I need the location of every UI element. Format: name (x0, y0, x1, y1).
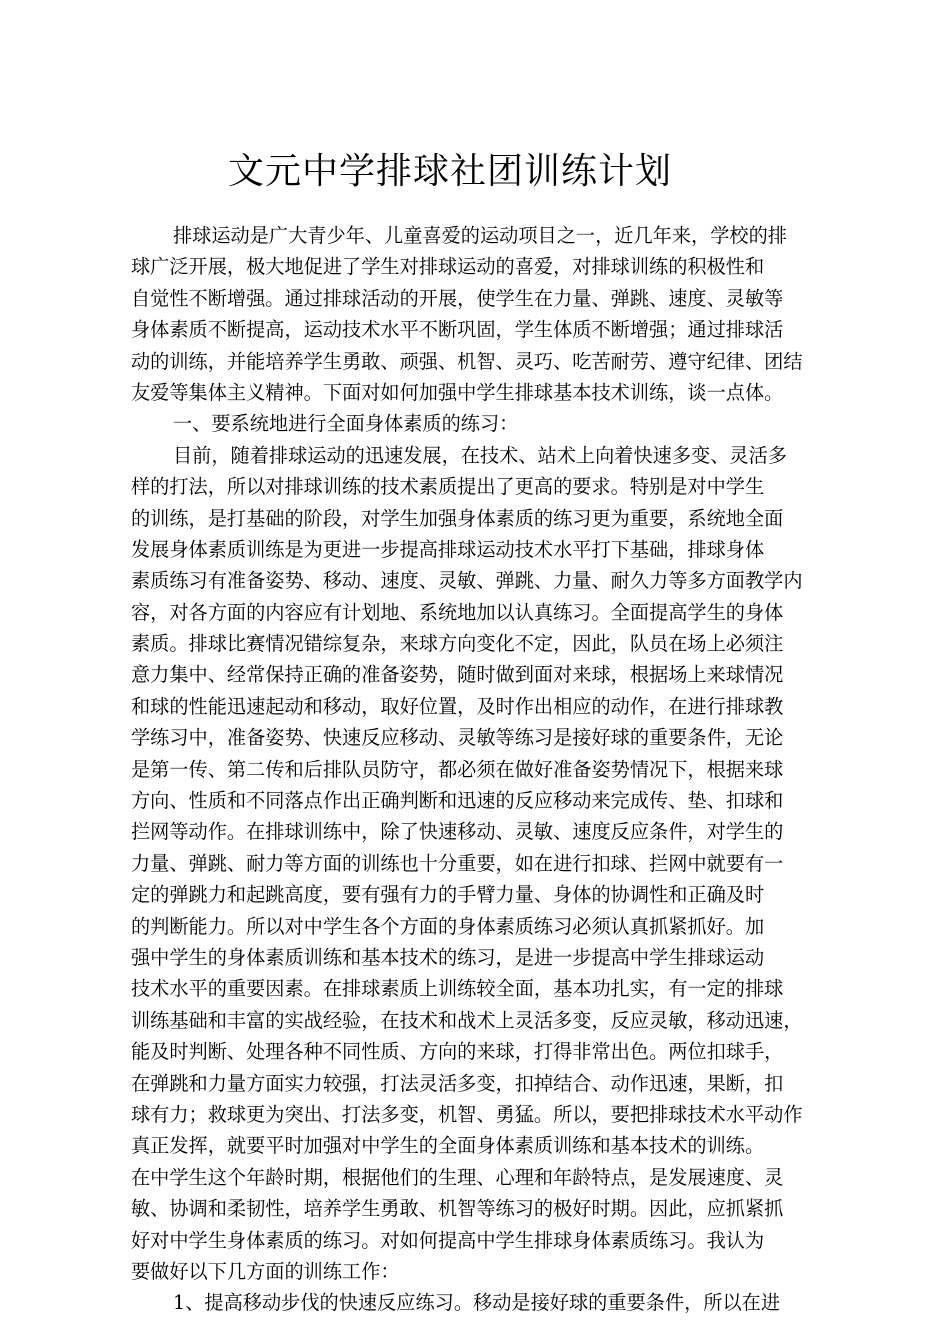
body-line: 的判断能力。所以对中学生各个方面的身体素质练习必须认真抓紧抓好。加 (131, 914, 765, 938)
paragraph-start-line: 一、要系统地进行全面身体素质的练习： (173, 412, 519, 436)
body-line: 是第一传、第二传和后排队员防守，都必须在做好准备姿势情况下，根据来球 (131, 757, 784, 781)
body-line: 拦网等动作。在排球训练中，除了快速移动、灵敏、速度反应条件，对学生的 (131, 820, 784, 844)
body-line: 强中学生的身体素质训练和基本技术的练习，是进一步提高中学生排球运动 (131, 945, 765, 969)
body-line: 自觉性不断增强。通过排球活动的开展，使学生在力量、弹跳、速度、灵敏等 (131, 286, 784, 310)
paragraph-start-line: 目前，随着排球运动的迅速发展，在技术、站术上向着快速多变、灵活多 (173, 443, 787, 467)
body-line: 学练习中，准备姿势、快速反应移动、灵敏等练习是接好球的重要条件，无论 (131, 726, 784, 750)
body-line: 球广泛开展，极大地促进了学生对排球运动的喜爱，对排球训练的积极性和 (131, 255, 765, 279)
document-title: 文元中学排球社团训练计划 (227, 151, 672, 193)
body-line: 和球的性能迅速起动和移动，取好位置，及时作出相应的动作，在进行排球教 (131, 694, 784, 718)
paragraph-start-line: 1、提高移动步伐的快速反应练习。移动是接好球的重要条件，所以在进 (173, 1291, 781, 1315)
body-line: 样的打法，所以对排球训练的技术素质提出了更高的要求。特别是对中学生 (131, 475, 765, 499)
paragraph-start-line: 排球运动是广大青少年、儿童喜爱的运动项目之一，近几年来，学校的排 (173, 224, 787, 247)
body-line: 真正发挥，就要平时加强对中学生的全面身体素质训练和基本技术的训练。 (131, 1134, 765, 1158)
body-line: 容，对各方面的内容应有计划地、系统地加以认真练习。全面提高学生的身体 (131, 600, 784, 624)
body-line: 要做好以下几方面的训练工作： (131, 1259, 400, 1283)
body-line: 方向、性质和不同落点作出正确判断和迅速的反应移动来完成传、垫、扣球和 (131, 789, 784, 813)
body-line: 动的训练，并能培养学生勇敢、顽强、机智、灵巧、吃苦耐劳、遵守纪律、团结 (131, 349, 803, 373)
body-line: 好对中学生身体素质的练习。对如何提高中学生排球身体素质练习。我认为 (131, 1228, 765, 1252)
body-line: 素质练习有准备姿势、移动、速度、灵敏、弹跳、力量、耐久力等多方面教学内 (131, 569, 803, 593)
body-line: 训练基础和丰富的实战经验，在技术和战术上灵活多变，反应灵敏，移动迅速， (131, 1008, 803, 1032)
body-line: 在中学生这个年龄时期，根据他们的生理、心理和年龄特点，是发展速度、灵 (131, 1165, 784, 1189)
body-line: 能及时判断、处理各种不同性质、方向的来球，打得非常出色。两位扣球手， (131, 1040, 784, 1064)
document-body (131, 220, 851, 1319)
body-line: 的训练，是打基础的阶段，对学生加强身体素质的练习更为重要，系统地全面 (131, 506, 784, 530)
body-line: 技术水平的重要因素。在排球素质上训练较全面，基本功扎实，有一定的排球 (131, 977, 784, 1001)
body-line: 意力集中、经常保持正确的准备姿势，随时做到面对来球，根据场上来球情况 (131, 663, 784, 687)
body-line: 身体素质不断提高，运动技术水平不断巩固，学生体质不断增强；通过排球活 (131, 318, 784, 342)
body-line: 定的弹跳力和起跳高度，要有强有力的手臂力量、身体的协调性和正确及时 (131, 883, 765, 907)
body-line: 力量、弹跳、耐力等方面的训练也十分重要，如在进行扣球、拦网中就要有一 (131, 851, 784, 875)
body-line: 敏、协调和柔韧性，培养学生勇敢、机智等练习的极好时期。因此，应抓紧抓 (131, 1197, 784, 1221)
body-line: 发展身体素质训练是为更进一步提高排球运动技术水平打下基础，排球身体 (131, 537, 765, 561)
body-line: 友爱等集体主义精神。下面对如何加强中学生排球基本技术训练，谈一点体。 (131, 380, 784, 404)
body-line: 球有力；救球更为突出、打法多变，机智、勇猛。所以，要把排球技术水平动作 (131, 1102, 803, 1126)
body-line: 素质。排球比赛情况错综复杂，来球方向变化不定，因此，队员在场上必须注 (131, 632, 784, 656)
body-line: 在弹跳和力量方面实力较强，打法灵活多变，扣掉结合、动作迅速，果断，扣 (131, 1071, 784, 1095)
